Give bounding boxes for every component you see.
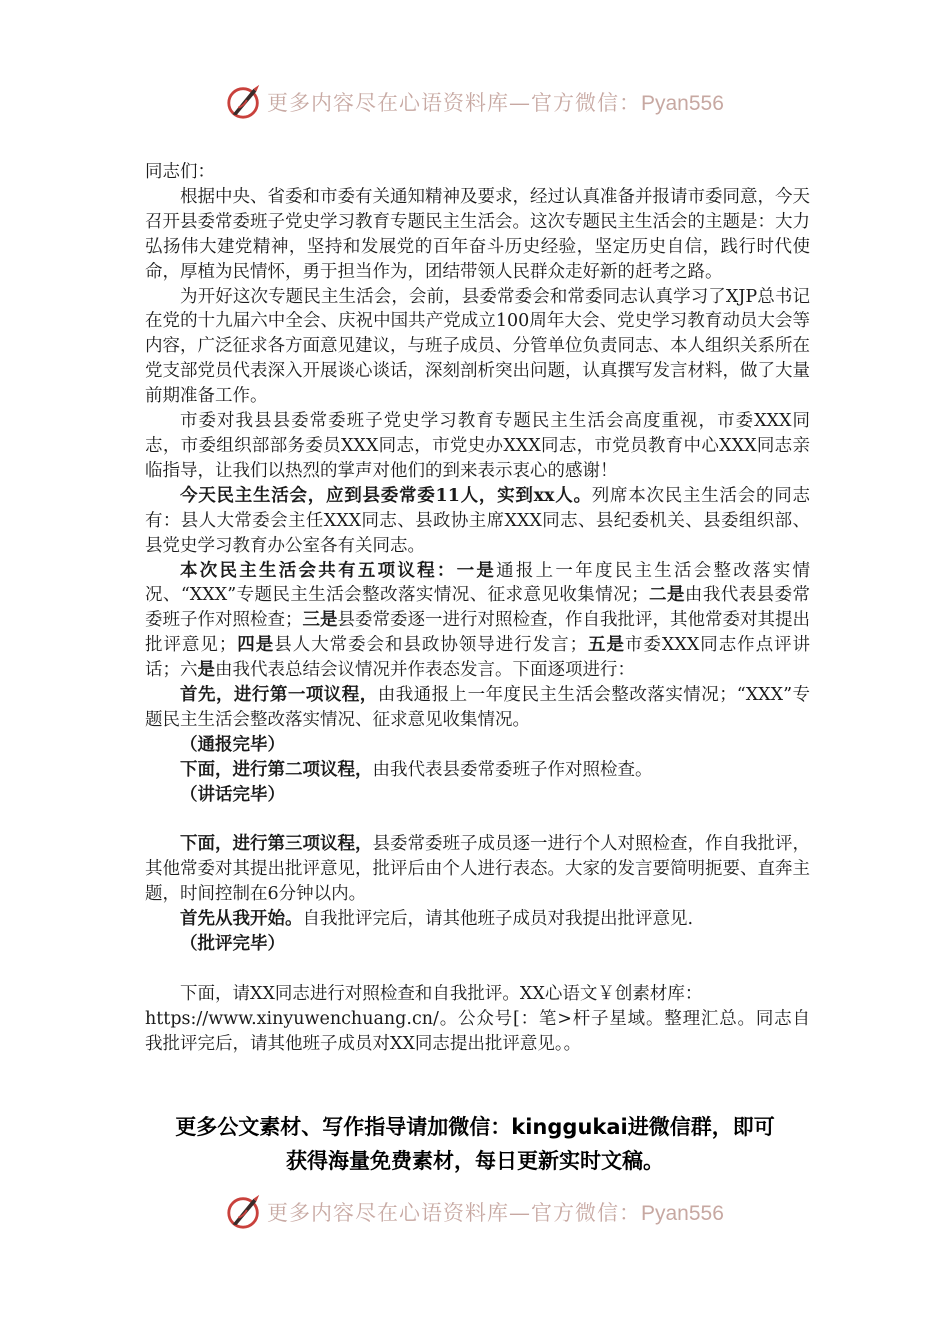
agenda-item-4: 县人大常委会和县政协领导进行发言； — [274, 635, 588, 656]
agenda-item-6: 由我代表总结会议情况并作表态发言。下面逐项进行： — [215, 660, 635, 681]
agenda-key-6: 是 — [197, 660, 215, 681]
start-self-text: 自我批评完后，请其他班子成员对我提出批评意见. — [302, 909, 694, 930]
quill-pen-logo-icon — [225, 1193, 263, 1231]
salutation: 同志们： — [145, 162, 215, 182]
document-body — [145, 160, 810, 1057]
paragraph-next-line1: 下面，请XX同志进行对照检查和自我批评。XX心语文￥创素材库： — [180, 983, 703, 1004]
footer-banner — [225, 1192, 725, 1232]
agenda-item-5: 市委XXX同志作点评讲话；六 — [145, 635, 811, 681]
agenda-key-2: 二是 — [648, 585, 685, 606]
item-2-bold: 下面，进行第二项议程， — [180, 759, 373, 780]
note-criticism-done: （批评完毕） — [180, 934, 285, 955]
note-report-done: （通报完毕） — [180, 734, 285, 755]
attendance-text: 列席本次民主生活会的同志有：县人大常委会主任XXX同志、县政协主席XXX同志、县纪委机关、县委组织部、县党史学习教育办公室各有关同志。 — [145, 485, 811, 556]
paragraph-3: 市委对我县县委常委班子党史学习教育专题民主生活会高度重视，市委XXX同志，市委组织部部务委员XXX同志，市党史办XXX同志，市党员教育中心XXX同志亲临指导，让我们以热烈的掌声对他们的到来表示衷心的感谢！ — [145, 411, 810, 481]
paragraph-1: 根据中央、省委和市委有关通知精神及要求，经过认真准备并报请市委同意，今天召开县委常委班子党史学习教育专题民主生活会。这次专题民主生活会的主题是：大力弘扬伟大建党精神，坚持和发展党的百年奋斗历史经验，坚定历史自信，践行时代使命，厚植为民情怀，勇于担当作为，团结带领人民群众走好新的赶考之路。 — [145, 186, 810, 282]
attendance-bold: 今天民主生活会，应到县委常委11人，实到xx人。 — [180, 485, 592, 506]
note-speech-done: （讲话完毕） — [180, 784, 285, 805]
promo-line-2: 获得海量免费素材，每日更新实时文稿。 — [286, 1149, 664, 1173]
paragraph-4 — [145, 484, 810, 559]
item-3-bold: 下面，进行第三项议程， — [180, 834, 373, 855]
paragraph-agenda — [145, 559, 810, 684]
banner-text: 更多内容尽在心语资料库—官方微信：Pyan556 — [267, 91, 724, 115]
paragraph-item-1 — [145, 683, 810, 733]
item-2-text: 由我代表县委常委班子作对照检查。 — [372, 759, 653, 780]
banner-wechat-id: Pyan556 — [641, 1202, 724, 1225]
paragraph-start-self — [145, 907, 810, 932]
agenda-item-1: 通报上一年度民主生活会整改落实情况、“XXX”专题民主生活会整改落实情况、征求意见收集情况； — [145, 560, 811, 606]
agenda-key-3: 三是 — [302, 610, 338, 631]
item-1-text: 由我通报上一年度民主生活会整改落实情况；“XXX”专题民主生活会整改落实情况、征求意见收集情况。 — [145, 685, 810, 730]
agenda-item-2: 由我代表县委常委班子作对照检查； — [145, 585, 811, 631]
promo-callout — [130, 1110, 820, 1178]
agenda-key-1: 一是 — [456, 560, 497, 581]
banner-wechat-id: Pyan556 — [641, 92, 724, 115]
agenda-key-5: 五是 — [587, 635, 625, 656]
agenda-heading: 本次民主生活会共有五项议程： — [180, 560, 457, 581]
spacer — [145, 808, 810, 833]
promo-line-1: 更多公文素材、写作指导请加微信：kinggukai进微信群，即可 — [175, 1115, 775, 1139]
agenda-key-4: 四是 — [236, 635, 275, 656]
item-3-text: 县委常委班子成员逐一进行个人对照检查，作自我批评，其他常委对其提出批评意见，批评后由个人进行表态。大家的发言要简明扼要、直奔主题，时间控制在6分钟以内。 — [145, 834, 810, 905]
quill-pen-logo-icon — [225, 83, 263, 121]
start-self-bold: 首先从我开始。 — [180, 909, 303, 930]
header-banner — [225, 82, 725, 122]
banner-text: 更多内容尽在心语资料库—官方微信：Pyan556 — [267, 1201, 724, 1225]
agenda-item-3: 县委常委逐一进行对照检查，作自我批评，其他常委对其提出批评意见； — [145, 610, 810, 656]
paragraph-2: 为开好这次专题民主生活会，会前，县委常委会和常委同志认真学习了XJP总书记在党的十九届六中全会、庆祝中国共产党成立100周年大会、党史学习教育动员大会等内容，广泛征求各方面意见建议，与班子成员、分管单位负责同志、本人组织关系所在党支部党员代表深入开展谈心谈话，深刻剖析突出问题，认真撰写发言材料，做了大量前期准备工作。 — [145, 286, 810, 407]
paragraph-item-2 — [145, 758, 810, 783]
paragraph-item-3 — [145, 832, 810, 907]
spacer — [145, 957, 810, 982]
paragraph-next-line2: https://www.xinyuwenchuang.cn/。公众号[：笔>杆子星域。整理汇总。同志自我批评完后，请其他班子成员对XX同志提出批评意见。。 — [145, 1008, 810, 1054]
item-1-bold: 首先，进行第一项议程， — [180, 685, 378, 706]
